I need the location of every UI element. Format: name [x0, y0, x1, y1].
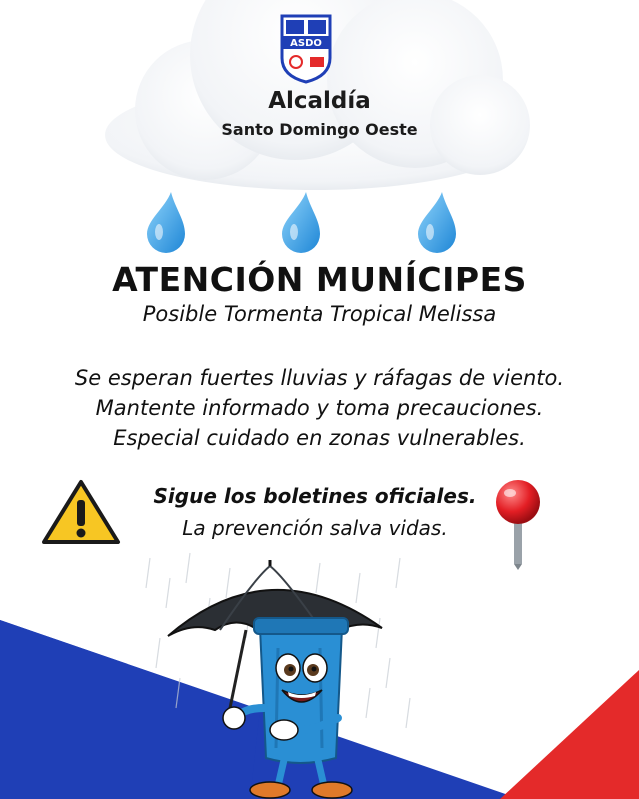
- svg-text:ASDO: ASDO: [290, 38, 322, 49]
- message-line: Se esperan fuertes lluvias y ráfagas de viento.: [74, 366, 565, 390]
- asdo-logo: [278, 14, 334, 84]
- trash-bin-mascot-with-umbrella: [160, 558, 390, 799]
- raindrop-icon: [143, 190, 189, 254]
- raindrop-icon: [278, 190, 324, 254]
- org-title: Alcaldía: [268, 88, 371, 114]
- warning-icon: [40, 478, 122, 546]
- message-line: Mantente informado y toma precauciones.: [95, 396, 544, 420]
- raindrop-icon: [414, 190, 460, 254]
- org-subtitle: Santo Domingo Oeste: [221, 120, 418, 139]
- notice-line-2: La prevención salva vidas.: [182, 516, 448, 540]
- alert-headline: ATENCIÓN MUNÍCIPES: [112, 260, 527, 299]
- pushpin-icon: [492, 478, 544, 570]
- notice-line-1: Sigue los boletines oficiales.: [153, 484, 477, 508]
- alert-subheadline: Posible Tormenta Tropical Melissa: [142, 302, 497, 326]
- message-line: Especial cuidado en zonas vulnerables.: [113, 426, 526, 450]
